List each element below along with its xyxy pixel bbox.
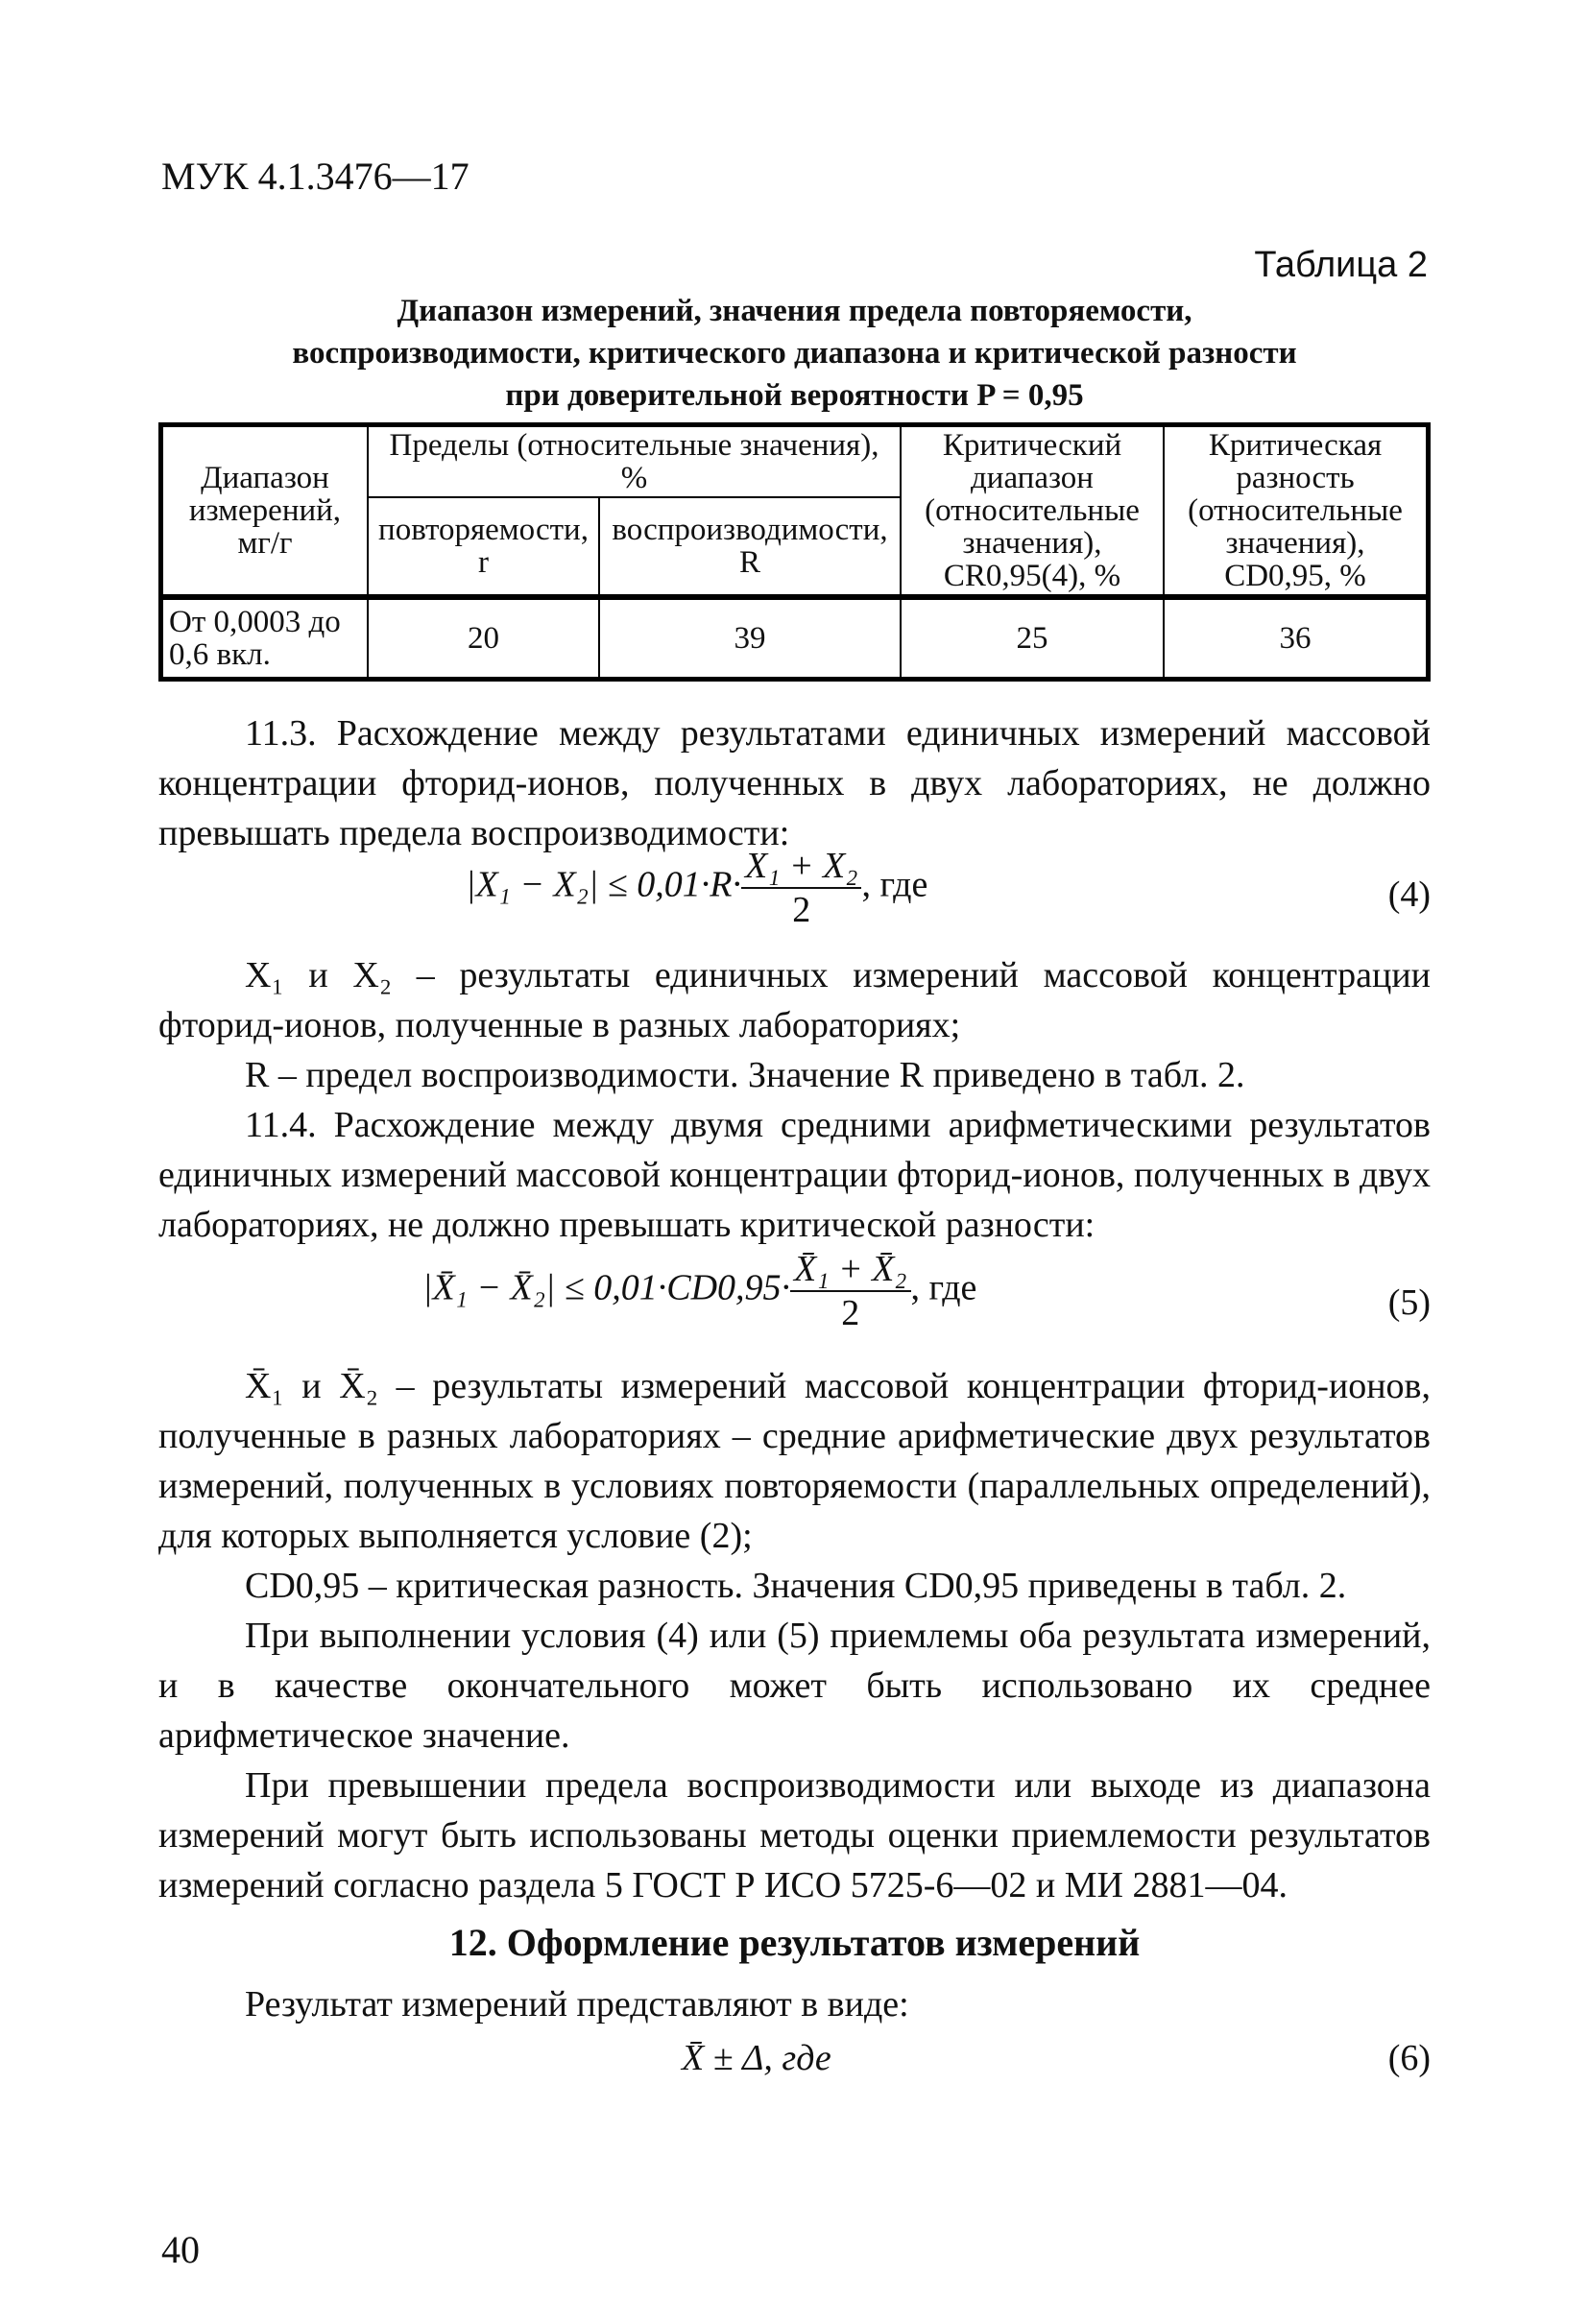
paragraph-11-3 [158,708,1431,858]
p-x1x2: X₁ и X₂ – результаты единичных измерений массовой концентрации фторид-ионов, полученные в разных лабораториях; [158,955,1431,1045]
formula-6-number: (6) [1387,2038,1431,2078]
formula-5-numerator: X̄₁ + X̄₂ [790,1248,911,1292]
header-critical-range: Критический диапазон (относительные значения), CR0,95(4), % [901,425,1164,598]
header-limits: Пределы (относительные значения), % [368,425,901,498]
formula-4-denominator: 2 [792,890,811,930]
p-result: Результат измерений представляют в виде: [245,1984,909,2025]
cell-range: От 0,0003 до 0,6 вкл. [161,597,369,680]
formula-4-tail: , где [861,864,928,905]
paragraphs-after-4 [158,950,1431,1250]
header-range: Диапазон измерений, мг/г [161,425,369,598]
formula-5-number: (5) [1387,1282,1431,1323]
cell-reproducibility: 39 [599,597,901,680]
p-exceed: При превышении предела воспроизводимости или выходе из диапазона измерений могут быть использованы методы оценки приемлемости результатов измерений согласно раздела 5 ГОСТ Р ИСО 5725-6—02 и МИ 2881—04. [158,1765,1431,1905]
paragraph-result [158,1979,1431,2029]
table-label: Таблица 2 [1254,245,1428,285]
p-11-4: 11.4. Расхождение между двумя средними арифметическими результатов единичных измерений массовой концентрации фторид-ионов, полученных в двух лабораториях, не должно превышать критической разности: [158,1105,1431,1245]
p-xbar: X̄₁ и X̄₂ – результаты измерений массовой концентрации фторид-ионов, полученные в разных лабораториях – средние арифметические двух результатов измерений, полученных в условиях повторяемости (параллельных определений), для которых выполняется условие (2); [158,1366,1431,1556]
formula-4-numerator: X₁ + X₂ [741,845,862,889]
formula-5-denominator: 2 [841,1293,860,1333]
cell-repeatability: 20 [368,597,599,680]
section-12-heading: 12. Оформление результатов измерений [448,1921,1141,1964]
formula-6: X̄ ± Δ, где [682,2038,831,2078]
formula-4-fraction [741,845,862,931]
paragraphs-after-5 [158,1361,1431,1910]
formula-5-fraction [790,1248,911,1334]
caption-line-2: воспроизводимости, критического диапазона и критической разности [292,336,1297,371]
p-R: R – предел воспроизводимости. Значение R приведено в табл. 2. [245,1055,1245,1095]
header-reproducibility: воспроизводимости, R [599,497,901,597]
results-table [158,422,1431,682]
caption-line-1: Диапазон измерений, значения предела повторяемости, [397,294,1192,328]
header-repeatability: повторяемости, r [368,497,599,597]
header-critical-difference: Критическая разность (относительные значения), CD0,95, % [1164,425,1429,598]
formula-4 [466,845,927,931]
formula-5 [422,1248,976,1334]
formula-4-left: |X₁ − X₂| ≤ 0,01·R· [466,864,741,905]
cell-critical-range: 25 [901,597,1164,680]
table-caption [154,290,1435,417]
formula-5-tail: , где [910,1267,977,1308]
p-11-3: 11.3. Расхождение между результатами единичных измерений массовой концентрации фторид-ионов, полученных в двух лабораториях, не должно превышать предела воспроизводимости: [158,713,1431,853]
caption-line-3: при доверительной вероятности P = 0,95 [505,378,1084,413]
document-header: МУК 4.1.3476—17 [161,155,469,198]
p-cd: CD0,95 – критическая разность. Значения CD0,95 приведены в табл. 2. [245,1566,1347,1606]
page-number: 40 [161,2228,200,2271]
cell-critical-difference: 36 [1164,597,1429,680]
formula-4-number: (4) [1387,874,1431,915]
p-accept: При выполнении условия (4) или (5) приемлемы оба результата измерений, и в качестве окончательного может быть использовано их среднее арифметическое значение. [158,1616,1431,1756]
formula-5-left: |X̄₁ − X̄₂| ≤ 0,01·CD0,95· [422,1267,791,1308]
